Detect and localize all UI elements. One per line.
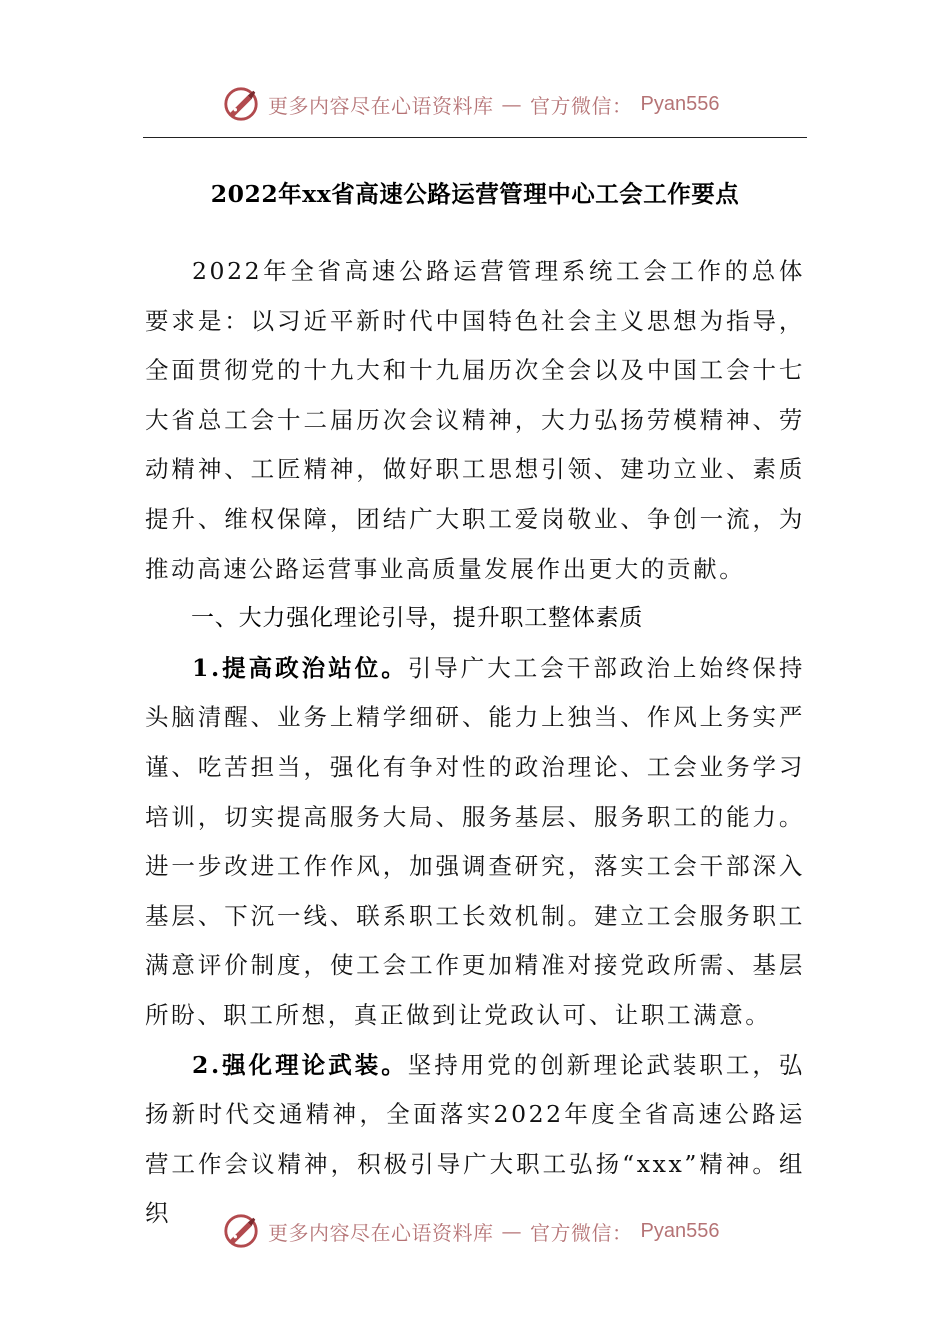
- header-divider: [143, 137, 807, 138]
- watermark-wechat-id: Pyan556: [640, 92, 720, 115]
- watermark-wechat-id: Pyan556: [640, 1219, 720, 1242]
- watermark-site-text: 更多内容尽在心语资料库: [268, 1220, 494, 1245]
- watermark-dash: —: [501, 92, 522, 116]
- item-lead: 2.强化理论武装。: [192, 1050, 408, 1079]
- watermark-site-text: 更多内容尽在心语资料库: [268, 93, 494, 118]
- pen-nib-logo-icon: [222, 1212, 260, 1250]
- header-watermark: [222, 84, 719, 124]
- section-heading: 一、大力强化理论引导，提升职工整体素质: [191, 605, 644, 632]
- item-paragraph: [145, 644, 805, 1041]
- document-title: 2022年xx省高速公路运营管理中心工会工作要点: [210, 180, 740, 208]
- item-paragraph: [145, 1041, 805, 1239]
- document-body: [145, 247, 805, 1239]
- watermark-wechat-label: 官方微信：: [530, 93, 633, 118]
- footer-watermark: [222, 1211, 719, 1251]
- item-text: 引导广大工会干部政治上始终保持头脑清醒、业务上精学细研、能力上独当、作风上务实严谨、吃苦担当，强化有争对性的政治理论、工会业务学习培训，切实提高服务大局、服务基层、服务职工的能力。进一步改进工作作风，加强调查研究，落实工会干部深入基层、下沉一线、联系职工长效机制。建立工会服务职工满意评价制度，使工会工作更加精准对接党政所需、基层所盼、职工所想，真正做到让党政认可、让职工满意。: [145, 653, 806, 1029]
- item-text: 坚持用党的创新理论武装职工，弘扬新时代交通精神，全面落实2022年度全省高速公路运营工作会议精神，积极引导广大职工弘扬“xxx”精神。组织: [145, 1050, 806, 1228]
- watermark-wechat-label: 官方微信：: [530, 1220, 633, 1245]
- item-lead: 1.提高政治站位。: [192, 653, 408, 682]
- pen-nib-logo-icon: [222, 85, 260, 123]
- watermark-dash: —: [501, 1219, 522, 1243]
- intro-paragraph: 2022年全省高速公路运营管理系统工会工作的总体要求是：以习近平新时代中国特色社会主义思想为指导，全面贯彻党的十九大和十九届历次全会以及中国工会十七大省总工会十二届历次会议精神，大力弘扬劳模精神、劳动精神、工匠精神，做好职工思想引领、建功立业、素质提升、维权保障，团结广大职工爱岗敬业、争创一流，为推动高速公路运营事业高质量发展作出更大的贡献。: [145, 257, 805, 583]
